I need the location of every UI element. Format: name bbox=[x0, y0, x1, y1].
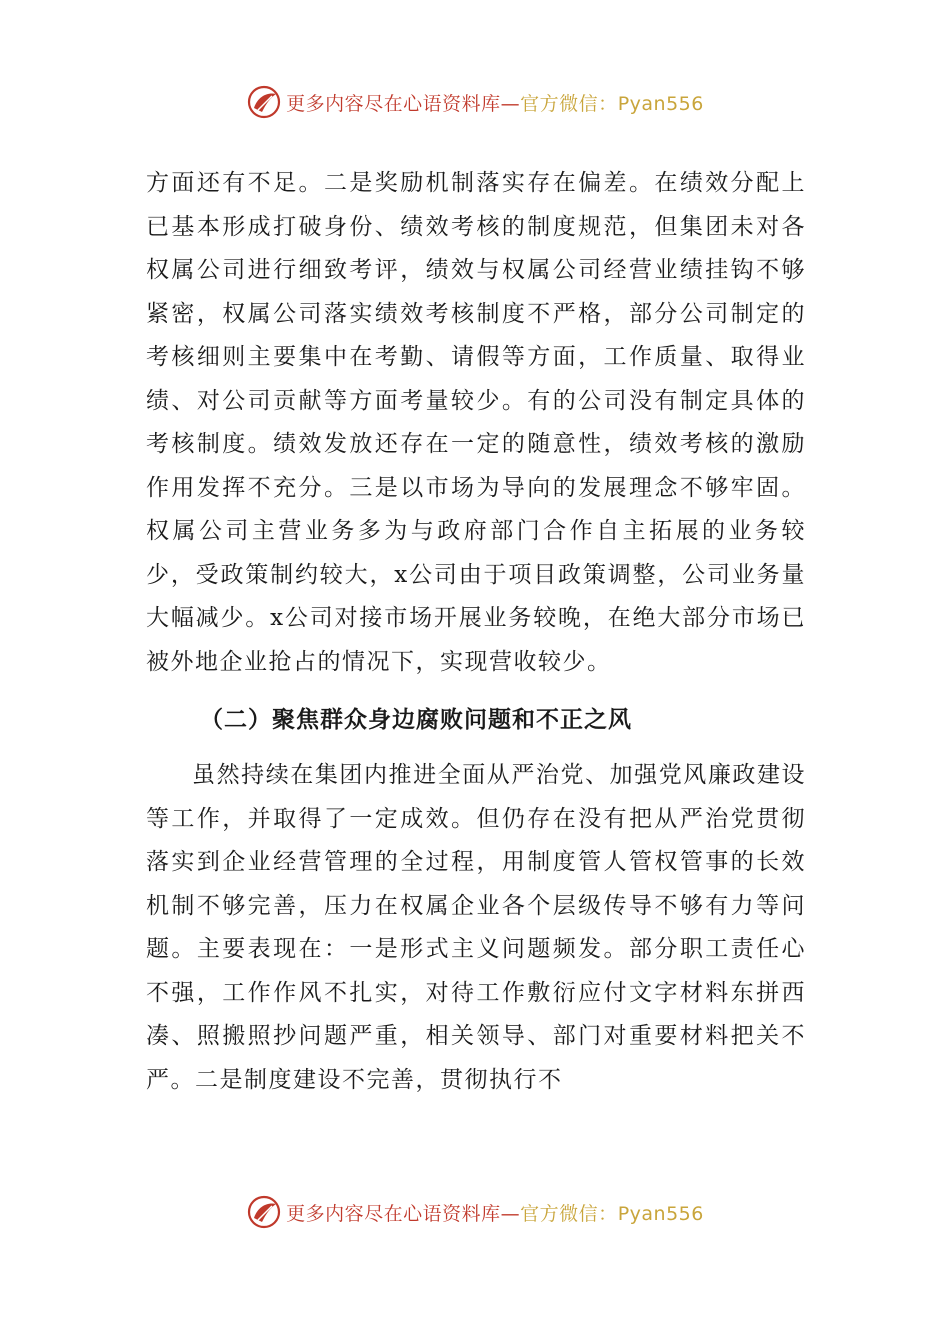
footer-watermark bbox=[0, 1190, 950, 1234]
header-watermark bbox=[0, 80, 950, 124]
watermark-text bbox=[286, 89, 704, 116]
document-body bbox=[146, 162, 806, 1102]
watermark-dash: — bbox=[500, 1202, 521, 1225]
watermark-title: 更多内容尽在心语资料库 bbox=[286, 92, 501, 115]
watermark-text bbox=[286, 1199, 704, 1226]
watermark-dash: — bbox=[500, 92, 521, 115]
watermark-title: 更多内容尽在心语资料库 bbox=[286, 1202, 501, 1225]
paragraph-1: 方面还有不足。二是奖励机制落实存在偏差。在绩效分配上已基本形成打破身份、绩效考核的制度规范，但集团未对各权属公司进行细致考评，绩效与权属公司经营业绩挂钩不够紧密，权属公司落实绩效考核制度不严格，部分公司制定的考核细则主要集中在考勤、请假等方面，工作质量、取得业绩、对公司贡献等方面考量较少。有的公司没有制定具体的考核制度。绩效发放还存在一定的随意性，绩效考核的激励作用发挥不充分。三是以市场为导向的发展理念不够牢固。权属公司主营业务多为与政府部门合作自主拓展的业务较少，受政策制约较大，x公司由于项目政策调整，公司业务量大幅减少。x公司对接市场开展业务较晚，在绝大部分市场已被外地企业抢占的情况下，实现营收较少。 bbox=[146, 170, 806, 675]
paragraph-2: 虽然持续在集团内推进全面从严治党、加强党风廉政建设等工作，并取得了一定成效。但仍存在没有把从严治党贯彻落实到企业经营管理的全过程，用制度管人管权管事的长效机制不够完善，压力在权属企业各个层级传导不够有力等问题。主要表现在：一是形式主义问题频发。部分职工责任心不强，工作作风不扎实，对待工作敷衍应付文字材料东拼西凑、照搬照抄问题严重，相关领导、部门对重要材料把关不严。二是制度建设不完善，贯彻执行不 bbox=[146, 762, 806, 1093]
logo-icon bbox=[246, 1194, 282, 1230]
logo-icon bbox=[246, 84, 282, 120]
watermark-wechat-id: Pyan556 bbox=[617, 92, 704, 115]
section-heading: （二）聚焦群众身边腐败问题和不正之风 bbox=[200, 707, 632, 733]
watermark-wechat-id: Pyan556 bbox=[617, 1202, 704, 1225]
watermark-wechat-label: 官方微信： bbox=[520, 92, 618, 115]
watermark-wechat-label: 官方微信： bbox=[520, 1202, 618, 1225]
